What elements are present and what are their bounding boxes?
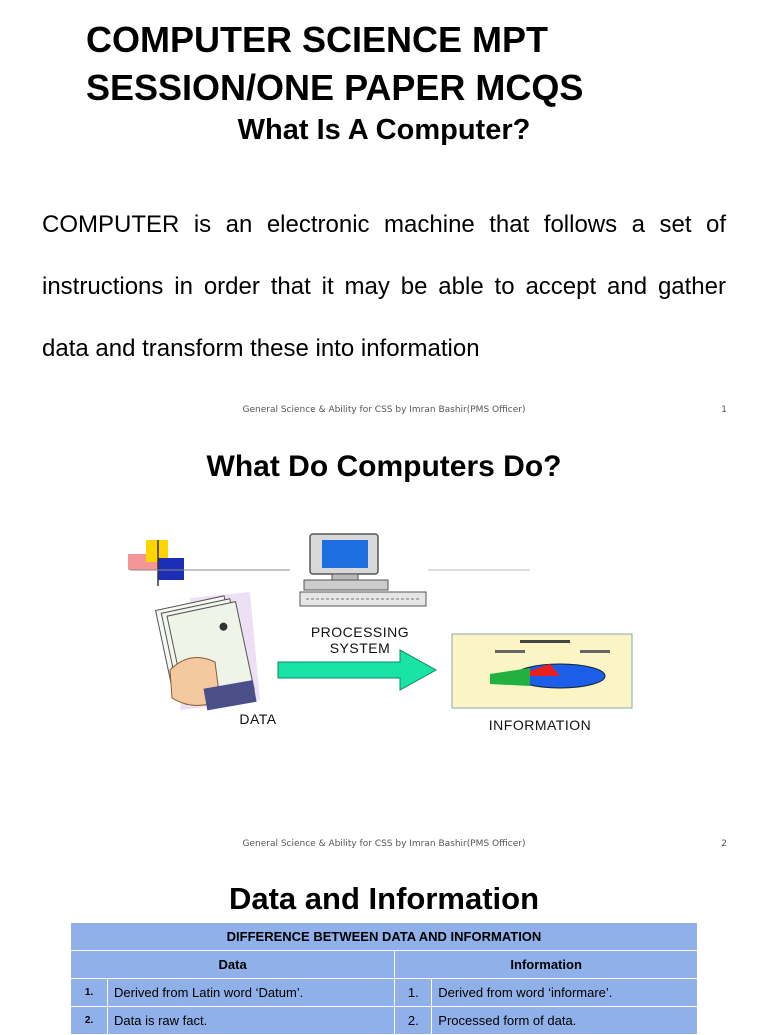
data-label: DATA <box>239 711 277 727</box>
data-papers-icon <box>156 592 260 710</box>
page-number: 2 <box>721 839 727 849</box>
column-header-information: Information <box>395 951 698 979</box>
table-row <box>71 979 698 1007</box>
definition-paragraph <box>42 194 726 380</box>
table-header-row <box>71 951 698 979</box>
paragraph-line-2: instructions in order that it may be able to accept and gather <box>42 273 726 300</box>
section-heading-what-computers-do: What Do Computers Do? <box>206 450 562 483</box>
title-line-1: COMPUTER SCIENCE MPT <box>86 19 549 60</box>
information-cell: Processed form of data. <box>432 1007 698 1035</box>
row-number: 1. <box>395 979 432 1007</box>
column-header-data: Data <box>71 951 395 979</box>
table-caption-row <box>71 923 698 951</box>
computer-icon <box>300 534 530 606</box>
section-heading-data-and-information: Data and Information <box>228 881 539 916</box>
processing-label-line-1: PROCESSING <box>310 624 410 640</box>
paragraph-line-1: COMPUTER is an electronic machine that follows a set of <box>42 211 726 238</box>
data-cell: Derived from Latin word ‘Datum’. <box>108 979 395 1007</box>
table-caption: DIFFERENCE BETWEEN DATA AND INFORMATION <box>71 923 698 951</box>
row-number: 2. <box>71 1007 108 1035</box>
title-line-2: SESSION/ONE PAPER MCQS <box>86 67 584 108</box>
information-label: INFORMATION <box>488 717 592 733</box>
footer-text: General Science & Ability for CSS by Imran Bashir(PMS Officer) <box>242 839 526 849</box>
data-vs-information-table <box>70 922 698 1035</box>
information-chart-icon <box>452 634 632 708</box>
colored-squares-icon <box>128 540 290 586</box>
page-footer-2 <box>0 839 768 851</box>
row-number: 2. <box>395 1007 432 1035</box>
document-title <box>86 16 726 112</box>
section-heading-what-is-computer: What Is A Computer? <box>237 114 531 146</box>
page-footer-1 <box>0 405 768 417</box>
table-row <box>71 1007 698 1035</box>
data-cell: Data is raw fact. <box>108 1007 395 1035</box>
footer-text: General Science & Ability for CSS by Imran Bashir(PMS Officer) <box>242 405 526 415</box>
process-arrow-icon <box>278 650 436 690</box>
page-number: 1 <box>721 405 727 415</box>
paragraph-line-3: data and transform these into information <box>42 335 480 362</box>
data-processing-diagram <box>110 500 650 790</box>
row-number: 1. <box>71 979 108 1007</box>
processing-label-line-2: SYSTEM <box>329 640 391 656</box>
information-cell: Derived from word ‘informare’. <box>432 979 698 1007</box>
